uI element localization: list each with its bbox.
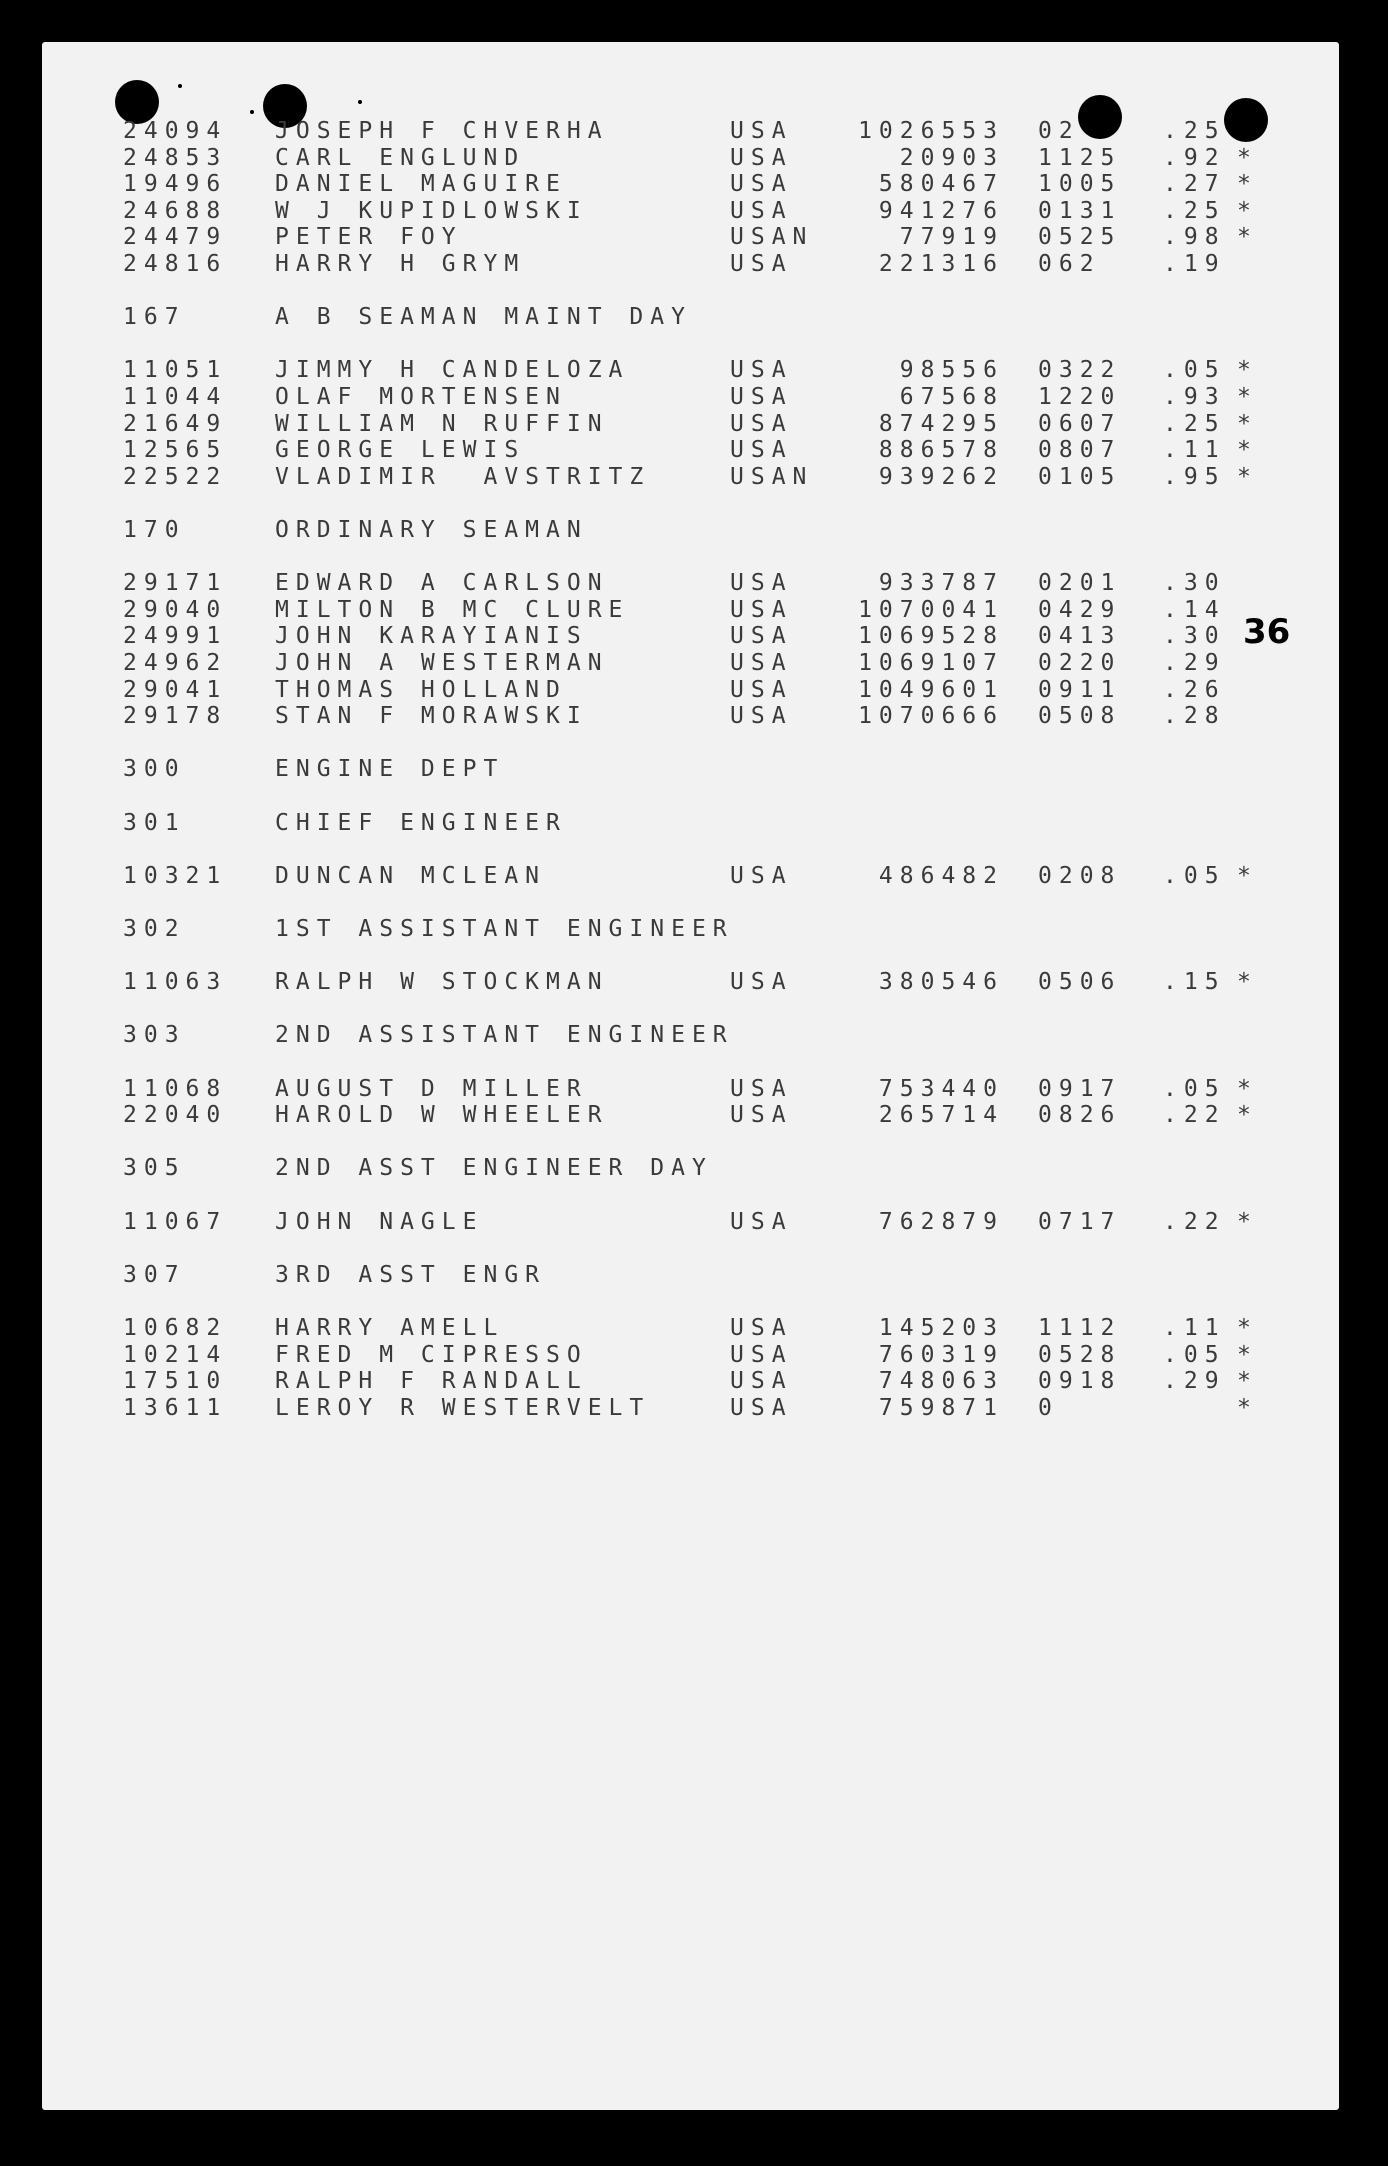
crew-rate: .14 [1163,597,1226,623]
section-title: 2ND ASST ENGINEER DAY [275,1155,713,1181]
crew-name: DUNCAN MCLEAN [275,863,547,889]
crew-id: 12565 [123,437,228,463]
crew-document-number: 933787 [878,570,1004,596]
crew-rate: .25 [1163,118,1226,144]
crew-nationality: USA [730,171,793,197]
crew-rate: .05 [1163,357,1226,383]
crew-row [0,1315,1388,1345]
section-title: ENGINE DEPT [275,756,505,782]
crew-id: 17510 [123,1368,228,1394]
crew-mark: * [1237,384,1251,410]
crew-nationality: USA [730,1076,793,1102]
crew-nationality: USA [730,1315,793,1341]
crew-nationality: USA [730,411,793,437]
crew-document-number: 145203 [878,1315,1004,1341]
crew-row [0,1102,1388,1132]
crew-row [0,863,1388,893]
crew-rate: .92 [1163,145,1226,171]
crew-row [0,969,1388,999]
crew-date: 0429 [1038,597,1122,623]
crew-document-number: 759871 [878,1395,1004,1421]
crew-row [0,703,1388,733]
crew-row [0,224,1388,254]
crew-nationality: USA [730,437,793,463]
crew-mark: * [1237,1076,1251,1102]
crew-rate: .93 [1163,384,1226,410]
section-code: 300 [123,756,186,782]
crew-document-number: 1070041 [858,597,1004,623]
section-title: 3RD ASST ENGR [275,1262,547,1288]
section-heading [0,916,1388,946]
crew-id: 19496 [123,171,228,197]
crew-name: AUGUST D MILLER [275,1076,588,1102]
crew-name: THOMAS HOLLAND [275,677,567,703]
crew-name: STAN F MORAWSKI [275,703,588,729]
crew-date: 0508 [1038,703,1122,729]
crew-rate: .25 [1163,198,1226,224]
crew-nationality: USA [730,145,793,171]
crew-row [0,171,1388,201]
crew-id: 22522 [123,464,228,490]
crew-mark: * [1237,171,1251,197]
section-code: 167 [123,304,186,330]
crew-mark: * [1237,1315,1251,1341]
crew-date: 1005 [1038,171,1122,197]
crew-date: 0 [1038,1395,1059,1421]
crew-id: 24479 [123,224,228,250]
crew-nationality: USA [730,251,793,277]
crew-nationality: USA [730,863,793,889]
crew-name: JOSEPH F CHVERHA [275,118,609,144]
crew-document-number: 760319 [878,1342,1004,1368]
crew-name: GEORGE LEWIS [275,437,526,463]
crew-mark: * [1237,357,1251,383]
crew-name: MILTON B MC CLURE [275,597,630,623]
section-title: 2ND ASSISTANT ENGINEER [275,1022,734,1048]
crew-mark: * [1237,198,1251,224]
crew-rate: .22 [1163,1102,1226,1128]
crew-document-number: 1026553 [858,118,1004,144]
crew-mark: * [1237,1102,1251,1128]
crew-nationality: USA [730,1395,793,1421]
crew-document-number: 77919 [899,224,1004,250]
crew-date: 0917 [1038,1076,1122,1102]
crew-mark: * [1237,437,1251,463]
crew-date: 0413 [1038,623,1122,649]
crew-date: 0201 [1038,570,1122,596]
crew-date: 0105 [1038,464,1122,490]
crew-rate: .29 [1163,1368,1226,1394]
crew-rate: .11 [1163,1315,1226,1341]
crew-document-number: 941276 [878,198,1004,224]
crew-document-number: 221316 [878,251,1004,277]
section-code: 301 [123,810,186,836]
crew-id: 24853 [123,145,228,171]
crew-id: 11067 [123,1209,228,1235]
crew-rate: .30 [1163,623,1226,649]
crew-date: 0506 [1038,969,1122,995]
crew-rate: .22 [1163,1209,1226,1235]
crew-name: RALPH W STOCKMAN [275,969,609,995]
crew-nationality: USA [730,1342,793,1368]
crew-rate: .95 [1163,464,1226,490]
section-heading [0,810,1388,840]
crew-name: HARRY H GRYM [275,251,526,277]
crew-document-number: 748063 [878,1368,1004,1394]
crew-rate: .27 [1163,171,1226,197]
crew-nationality: USA [730,969,793,995]
crew-date: 062 [1038,251,1101,277]
section-heading [0,517,1388,547]
crew-mark: * [1237,863,1251,889]
crew-id: 11051 [123,357,228,383]
crew-id: 24094 [123,118,228,144]
crew-name: HARRY AMELL [275,1315,505,1341]
crew-date: 0918 [1038,1368,1122,1394]
crew-nationality: USA [730,1102,793,1128]
crew-nationality: USA [730,118,793,144]
crew-name: W J KUPIDLOWSKI [275,198,588,224]
crew-document-number: 1070666 [858,703,1004,729]
crew-row [0,623,1388,653]
crew-date: 0208 [1038,863,1122,889]
crew-date: 0322 [1038,357,1122,383]
crew-rate: .30 [1163,570,1226,596]
crew-rate: .05 [1163,1076,1226,1102]
crew-row [0,650,1388,680]
section-title: A B SEAMAN MAINT DAY [275,304,692,330]
crew-name: CARL ENGLUND [275,145,526,171]
crew-date: 0717 [1038,1209,1122,1235]
crew-name: DANIEL MAGUIRE [275,171,567,197]
crew-rate: .26 [1163,677,1226,703]
crew-row [0,357,1388,387]
crew-nationality: USA [730,570,793,596]
crew-row [0,437,1388,467]
crew-nationality: USA [730,1209,793,1235]
crew-id: 29171 [123,570,228,596]
crew-date: 1112 [1038,1315,1122,1341]
crew-id: 24816 [123,251,228,277]
crew-date: 0528 [1038,1342,1122,1368]
crew-id: 11068 [123,1076,228,1102]
crew-document-number: 753440 [878,1076,1004,1102]
crew-id: 24962 [123,650,228,676]
crew-rate: .05 [1163,863,1226,889]
crew-nationality: USA [730,1368,793,1394]
crew-id: 29178 [123,703,228,729]
crew-name: LEROY R WESTERVELT [275,1395,651,1421]
crew-date: 02 [1038,118,1080,144]
crew-name: JOHN NAGLE [275,1209,484,1235]
crew-row [0,1368,1388,1398]
crew-nationality: USA [730,703,793,729]
crew-rate: .28 [1163,703,1226,729]
crew-document-number: 380546 [878,969,1004,995]
crew-document-number: 20903 [899,145,1004,171]
crew-name: HAROLD W WHEELER [275,1102,609,1128]
crew-date: 1125 [1038,145,1122,171]
crew-row [0,1395,1388,1425]
crew-rate: .29 [1163,650,1226,676]
crew-document-number: 67568 [899,384,1004,410]
crew-document-number: 1049601 [858,677,1004,703]
crew-document-number: 886578 [878,437,1004,463]
crew-date: 1220 [1038,384,1122,410]
section-title: 1ST ASSISTANT ENGINEER [275,916,734,942]
crew-date: 0911 [1038,677,1122,703]
crew-mark: * [1237,1368,1251,1394]
crew-mark: * [1237,145,1251,171]
crew-nationality: USA [730,650,793,676]
crew-row [0,384,1388,414]
crew-document-number: 939262 [878,464,1004,490]
crew-id: 10321 [123,863,228,889]
page-number-stamp: 36 [1243,612,1291,652]
crew-document-number: 874295 [878,411,1004,437]
crew-mark: * [1237,464,1251,490]
crew-document-number: 1069528 [858,623,1004,649]
crew-document-number: 98556 [899,357,1004,383]
crew-id: 10214 [123,1342,228,1368]
section-heading [0,1155,1388,1185]
crew-date: 0220 [1038,650,1122,676]
section-code: 307 [123,1262,186,1288]
crew-id: 22040 [123,1102,228,1128]
crew-nationality: USA [730,623,793,649]
crew-mark: * [1237,224,1251,250]
crew-name: PETER FOY [275,224,463,250]
crew-nationality: USA [730,677,793,703]
crew-name: RALPH F RANDALL [275,1368,588,1394]
crew-mark: * [1237,1209,1251,1235]
crew-row [0,570,1388,600]
crew-mark: * [1237,411,1251,437]
crew-document-number: 1069107 [858,650,1004,676]
section-heading [0,1022,1388,1052]
crew-document-number: 762879 [878,1209,1004,1235]
crew-nationality: USAN [730,224,814,250]
crew-date: 0131 [1038,198,1122,224]
crew-row [0,118,1388,148]
crew-nationality: USAN [730,464,814,490]
crew-nationality: USA [730,198,793,224]
crew-id: 10682 [123,1315,228,1341]
section-code: 302 [123,916,186,942]
section-code: 170 [123,517,186,543]
crew-rate: .98 [1163,224,1226,250]
crew-nationality: USA [730,384,793,410]
crew-name: JOHN KARAYIANIS [275,623,588,649]
crew-id: 24991 [123,623,228,649]
crew-rate: .11 [1163,437,1226,463]
crew-id: 24688 [123,198,228,224]
section-title: ORDINARY SEAMAN [275,517,588,543]
crew-id: 21649 [123,411,228,437]
crew-rate: .05 [1163,1342,1226,1368]
crew-mark: * [1237,1342,1251,1368]
crew-rate: .25 [1163,411,1226,437]
section-code: 303 [123,1022,186,1048]
crew-rate: .19 [1163,251,1226,277]
crew-nationality: USA [730,597,793,623]
crew-document-number: 265714 [878,1102,1004,1128]
crew-name: WILLIAM N RUFFIN [275,411,609,437]
section-heading [0,304,1388,334]
crew-row [0,251,1388,281]
crew-id: 13611 [123,1395,228,1421]
section-heading [0,756,1388,786]
crew-date: 0807 [1038,437,1122,463]
crew-name: VLADIMIR AVSTRITZ [275,464,651,490]
crew-name: OLAF MORTENSEN [275,384,567,410]
crew-id: 29040 [123,597,228,623]
crew-document-number: 486482 [878,863,1004,889]
crew-document-number: 580467 [878,171,1004,197]
crew-row [0,464,1388,494]
section-heading [0,1262,1388,1292]
crew-id: 11063 [123,969,228,995]
crew-row [0,1209,1388,1239]
crew-id: 11044 [123,384,228,410]
crew-name: FRED M CIPRESSO [275,1342,588,1368]
crew-mark: * [1237,969,1251,995]
crew-name: JIMMY H CANDELOZA [275,357,630,383]
crew-rate: .15 [1163,969,1226,995]
section-code: 305 [123,1155,186,1181]
crew-id: 29041 [123,677,228,703]
crew-date: 0607 [1038,411,1122,437]
crew-nationality: USA [730,357,793,383]
crew-name: JOHN A WESTERMAN [275,650,609,676]
section-title: CHIEF ENGINEER [275,810,567,836]
crew-date: 0826 [1038,1102,1122,1128]
crew-mark: * [1237,1395,1251,1421]
crew-date: 0525 [1038,224,1122,250]
crew-name: EDWARD A CARLSON [275,570,609,596]
